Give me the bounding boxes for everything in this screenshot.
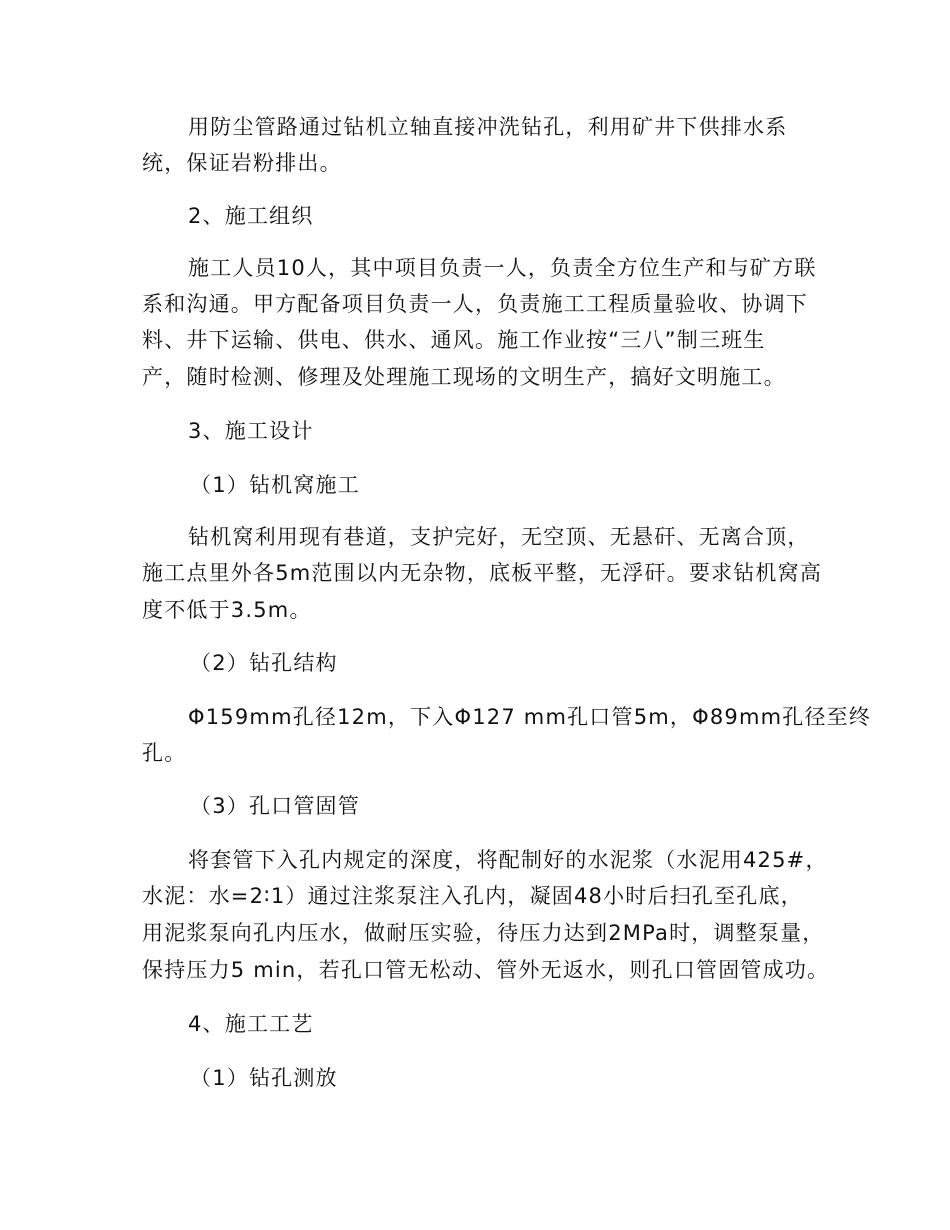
paragraph-line: 孔。 [142, 741, 187, 765]
paragraph-line: 将套管下入孔内规定的深度，将配制好的水泥浆（水泥用425#， [188, 848, 828, 872]
subsection-heading: （2）钻孔结构 [190, 651, 338, 675]
paragraph-line: 施工点里外各5m范围以内无杂物，底板平整，无浮矸。要求钻机窝高 [142, 561, 823, 585]
paragraph-line: Φ159mm孔径12m，下入Φ127 mm孔口管5m，Φ89mm孔径至终 [188, 705, 872, 729]
subsection-heading: （3）孔口管固管 [190, 794, 360, 818]
paragraph-line: 度不低于3.5m。 [142, 598, 312, 622]
paragraph-line: 产，随时检测、修理及处理施工现场的文明生产，搞好文明施工。 [142, 365, 786, 389]
paragraph-line: 系和沟通。甲方配备项目负责一人，负责施工工程质量验收、协调下 [142, 292, 808, 316]
paragraph-line: 施工人员10人，其中项目负责一人，负责全方位生产和与矿方联 [188, 256, 817, 280]
section-heading: 2、施工组织 [188, 204, 314, 228]
section-heading: 4、施工工艺 [188, 1012, 314, 1036]
paragraph-line: 保持压力5 min，若孔口管无松动、管外无返水，则孔口管固管成功。 [142, 958, 830, 982]
section-heading: 3、施工设计 [188, 419, 314, 443]
paragraph-line: 料、井下运输、供电、供水、通风。施工作业按“三八”制三班生 [142, 328, 766, 352]
subsection-heading: （1）钻孔测放 [190, 1066, 338, 1090]
paragraph-line: 用泥浆泵向孔内压水，做耐压实验，待压力达到2MPa时，调整泵量， [142, 921, 825, 945]
paragraph-line: 水泥：水=2∶1）通过注浆泵注入孔内，凝固48小时后扫孔至孔底， [142, 884, 803, 908]
paragraph-line: 钻机窝利用现有巷道，支护完好，无空顶、无悬矸、无离合顶， [188, 525, 810, 549]
paragraph-line: 用防尘管路通过钻机立轴直接冲洗钻孔，利用矿井下供排水系 [188, 115, 788, 139]
subsection-heading: （1）钻机窝施工 [190, 473, 360, 497]
paragraph-line: 统，保证岩粉排出。 [142, 151, 342, 175]
